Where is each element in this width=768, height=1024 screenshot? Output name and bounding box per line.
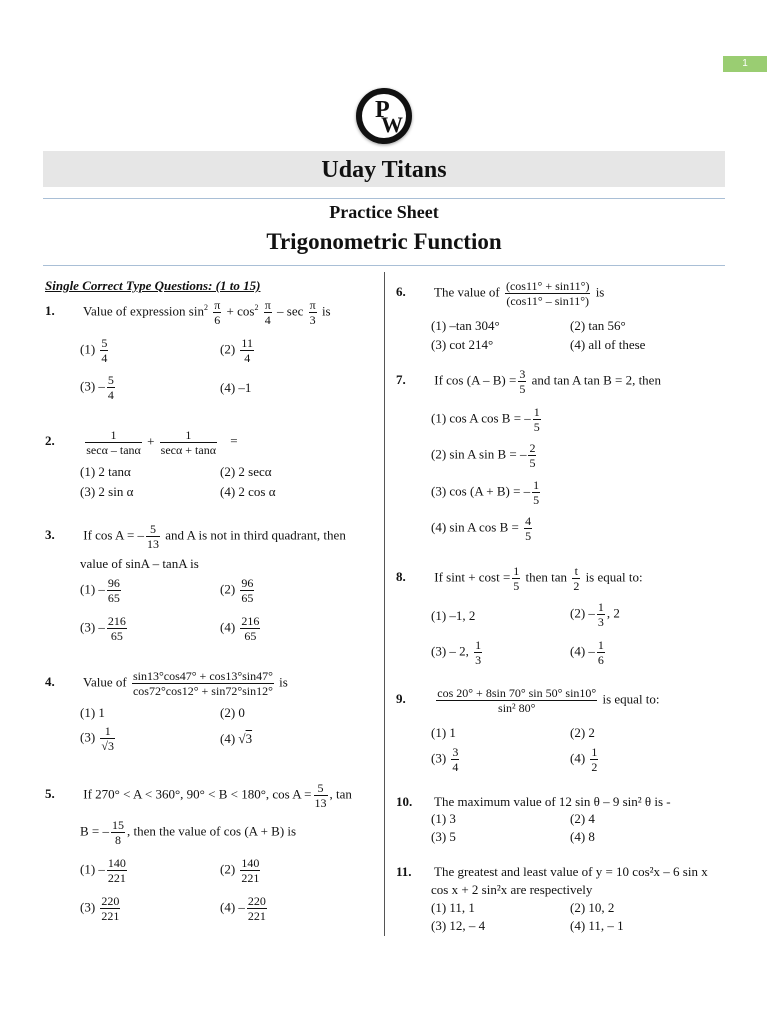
question-text: and tan A tan B = 2, then (531, 372, 661, 388)
page-number-badge: 1 (723, 56, 767, 72)
option-2: (2) – $\frac{1}{3}$ , 2 (570, 600, 620, 629)
question-10 (396, 794, 671, 810)
option-4: (4) 8 (570, 829, 595, 844)
section-heading: Single Correct Type Questions: (1 to 15) (45, 278, 261, 293)
option-4: (4) $\frac{216}{65}$ (220, 614, 260, 643)
option-1: (1) –1, 2 (431, 608, 476, 623)
question-text: If 270° < A < 360°, 90° < B < 180°, cos A = (83, 786, 312, 802)
question-text: is (595, 284, 605, 300)
fraction: $\frac{\pi}{6}$ (214, 298, 221, 327)
option-1: (1) – $\frac{140}{221}$ (80, 856, 126, 885)
question-text: If cos A = – (83, 527, 145, 543)
option-1: (1) –tan 304° (431, 318, 500, 333)
option-3: (3) 5 (431, 829, 456, 844)
fraction: $\frac{1}{\sec\alpha + \tan\alpha}$ (160, 428, 216, 457)
exponent: 2 (254, 303, 259, 313)
question-text: If cos (A – B) = (434, 372, 517, 388)
fraction: $\frac{3}{5}$ (519, 367, 526, 396)
question-3 (45, 522, 346, 551)
option-2: (2) 4 (570, 811, 595, 826)
option-4: (4) √3 (220, 731, 253, 746)
question-number: 5. (45, 786, 55, 802)
logo-inner-circle (362, 94, 406, 138)
option-4: (4) – $\frac{220}{221}$ (220, 894, 266, 923)
option-1: (1) 2 tanα (80, 464, 131, 479)
option-4: (4) $\frac{1}{2}$ (570, 745, 598, 774)
option-3: (3) – $\frac{216}{65}$ (80, 614, 126, 643)
question-5 (45, 781, 352, 810)
option-1: (1) 11, 1 (431, 900, 475, 915)
question-number: 10. (396, 794, 413, 809)
question-text: The maximum value of 12 sin θ – 9 sin² θ is - (434, 794, 671, 809)
option-2: (2) tan 56° (570, 318, 626, 333)
question-text: The value of (434, 284, 500, 300)
question-9 (396, 686, 660, 715)
question-number: 2. (45, 433, 55, 449)
option-3: (3) – $\frac{5}{4}$ (80, 373, 114, 402)
option-1: (1) 1 (431, 725, 456, 740)
option-3: (3) $\frac{3}{4}$ (431, 745, 459, 774)
question-number: 8. (396, 569, 406, 585)
operator-text: + (147, 433, 155, 449)
question-text: , tan (329, 786, 352, 802)
logo-letter-w: W (381, 112, 403, 137)
fraction: $\frac{1}{\sec\alpha - \tan\alpha}$ (86, 428, 141, 457)
option-1: (1) 3 (431, 811, 456, 826)
question-text: The greatest and least value of y = 10 cos²x – 6 sin x (434, 864, 708, 879)
option-3: (3) cot 214° (431, 337, 494, 352)
option-3: (3) cos (A + B) = – $\frac{1}{5}$ (431, 478, 540, 507)
option-4: (4) all of these (570, 337, 646, 352)
question-text-line2: B = – $\frac{15}{8}$ , then the value of cos (A + B) is (80, 818, 297, 847)
option-1: (1) cos A cos B = – $\frac{1}{5}$ (431, 405, 540, 434)
option-3: (3) – 2, $\frac{1}{3}$ (431, 638, 482, 667)
question-text-line2: cos x + 2 sin²x are respectively (431, 882, 593, 897)
option-2: (2) 2 secα (220, 464, 272, 479)
question-text: and A is not in third quadrant, then (165, 527, 346, 543)
question-number: 9. (396, 691, 406, 707)
exponent: 2 (203, 303, 208, 313)
sheet-subtitle: Practice Sheet (329, 202, 439, 222)
option-2: (2) $\frac{140}{221}$ (220, 856, 260, 885)
column-divider (384, 272, 385, 936)
question-text: is equal to: (602, 691, 660, 707)
operator-text: = (230, 433, 238, 449)
sheet-topic: Trigonometric Function (266, 229, 502, 254)
fraction: $\frac{5}{13}$ (314, 781, 327, 810)
option-1: (1) 1 (80, 705, 105, 720)
option-3: (3) $\frac{220}{221}$ (80, 894, 120, 923)
option-1: (1) $\frac{5}{4}$ (80, 336, 108, 365)
question-text: then tan (525, 569, 568, 585)
question-text: Value of expression sin (83, 303, 204, 319)
option-2: (2) sin A sin B = – $\frac{2}{5}$ (431, 441, 536, 470)
question-1 (45, 298, 331, 327)
question-4 (45, 669, 288, 698)
pw-logo (356, 88, 412, 144)
fraction: $\frac{\sin 13^\circ\cos 47^\circ + \cos 13^\circ\sin 47^\circ}{\cos 72^\circ\cos 12^\circ + \sin 72^\circ\sin 12^\circ}$ (132, 669, 273, 698)
option-4: (4) 11, – 1 (570, 918, 624, 933)
question-8 (396, 564, 643, 593)
fraction: $\frac{\pi}{3}$ (309, 298, 316, 327)
option-2: (2) 2 (570, 725, 595, 740)
question-text: Value of (83, 674, 127, 690)
question-number: 3. (45, 527, 55, 543)
fraction: $\frac{1}{5}$ (513, 564, 520, 593)
logo-letter-p: P (375, 97, 390, 123)
option-2: (2) $\frac{11}{4}$ (220, 336, 253, 365)
operator-text: + cos (226, 303, 255, 319)
fraction: $\frac{5}{13}$ (147, 522, 160, 551)
question-11 (396, 864, 708, 880)
question-text-line2: value of sinA – tanA is (80, 556, 199, 571)
option-2: (2) $\frac{96}{65}$ (220, 576, 254, 605)
option-3: (3) $\frac{1}{√3}$ (80, 724, 115, 753)
question-text: is (279, 674, 288, 690)
question-2 (45, 428, 238, 457)
question-number: 4. (45, 674, 55, 690)
option-4: (4) sin A cos B = $\frac{4}{5}$ (431, 514, 532, 543)
question-number: 11. (396, 864, 412, 879)
option-3: (3) 12, – 4 (431, 918, 486, 933)
option-4: (4) 2 cos α (220, 484, 276, 499)
header-divider-bottom (43, 265, 725, 266)
fraction: $\frac{t}{2}$ (573, 564, 580, 593)
fraction: $\frac{(\cos 11^\circ + \sin 11^\circ)}{(\cos 11^\circ - \sin 11^\circ)}$ (505, 279, 590, 308)
header-divider-top (43, 198, 725, 199)
question-number: 1. (45, 303, 55, 319)
operator-text: – sec (277, 303, 304, 319)
fraction: $\frac{\pi}{4}$ (264, 298, 271, 327)
question-number: 7. (396, 372, 406, 388)
option-4: (4) – $\frac{1}{6}$ (570, 638, 604, 667)
option-2: (2) 0 (220, 705, 245, 720)
option-4: (4) –1 (220, 380, 252, 395)
question-text: If sint + cost = (434, 569, 511, 585)
question-text: is equal to: (585, 569, 643, 585)
question-6 (396, 279, 604, 308)
question-7 (396, 367, 661, 396)
option-2: (2) 10, 2 (570, 900, 615, 915)
question-number: 6. (396, 284, 406, 300)
option-1: (1) – $\frac{96}{65}$ (80, 576, 120, 605)
fraction: $\frac{\cos 20^\circ + 8\sin 70^\circ \sin 50^\circ \sin 10^\circ}{\text{sin² 80°}}$ (437, 686, 597, 715)
question-text: is (321, 303, 331, 319)
page-title-banner: Uday Titans (43, 151, 725, 187)
option-3: (3) 2 sin α (80, 484, 134, 499)
